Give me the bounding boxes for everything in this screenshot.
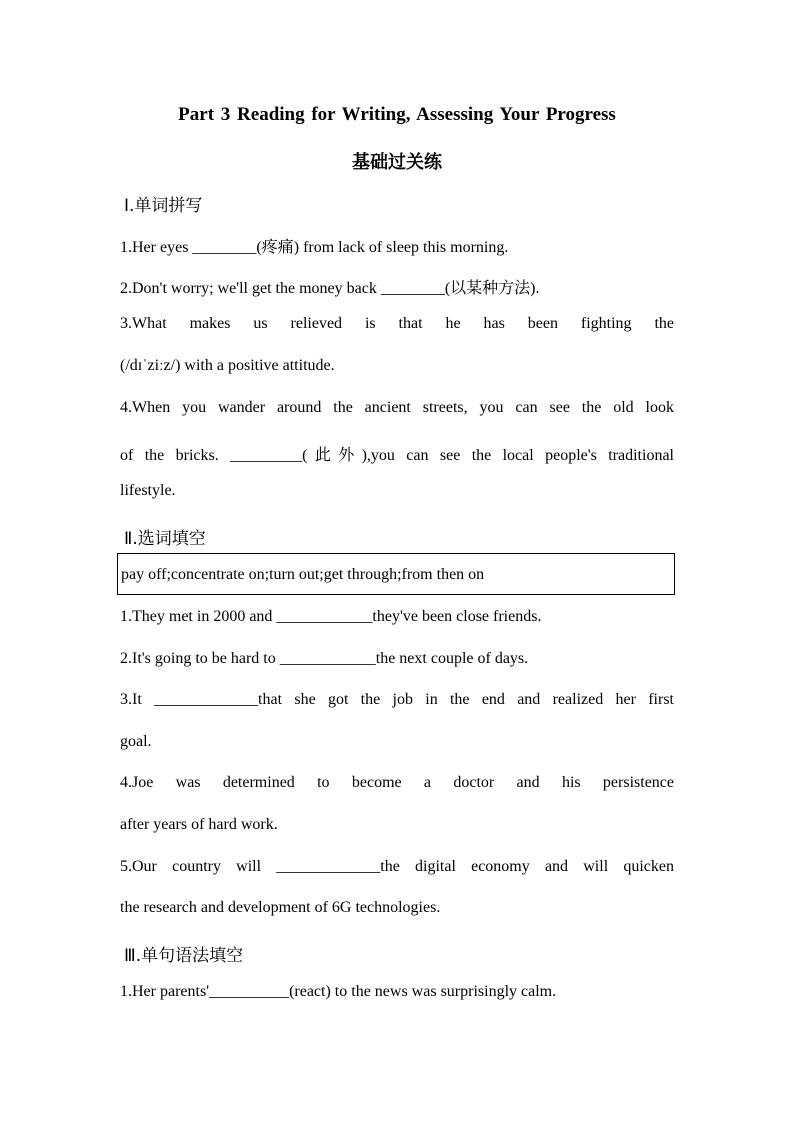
question-text: 2.Don't worry; we'll get the money back ________(以某种方法).: [120, 280, 540, 297]
question-text: 5.Our country will _____________the digital economy and will quicken: [120, 858, 674, 875]
question-text: 4.When you wander around the ancient streets, you can see the old look: [120, 399, 674, 416]
section-heading-word-choice: Ⅱ.选词填空: [124, 529, 206, 549]
question-text: goal.: [120, 733, 152, 750]
word-bank-box: [117, 553, 675, 595]
question-text: 4.Joe was determined to become a doctor and his persistence: [120, 774, 674, 791]
question-text: 1.Her parents'__________(react) to the news was surprisingly calm.: [120, 983, 557, 1000]
question-text: after years of hard work.: [120, 816, 278, 833]
question-text: 1.Her eyes ________(疼痛) from lack of sleep this morning.: [120, 239, 509, 256]
question-text: lifestyle.: [120, 482, 176, 499]
question-text: of the bricks. _________(此外),you can see the local people's traditional: [120, 447, 674, 464]
word-bank-text: pay off;concentrate on;turn out;get through;from then on: [121, 566, 485, 583]
page-subtitle: 基础过关练: [352, 152, 442, 173]
page-title: Part 3 Reading for Writing, Assessing Your Progress: [178, 104, 616, 125]
question-text: the research and development of 6G technologies.: [120, 899, 441, 916]
section-heading-grammar: Ⅲ.单句语法填空: [124, 946, 244, 966]
question-text: 1.They met in 2000 and ____________they've been close friends.: [120, 608, 542, 625]
question-text: 3.What makes us relieved is that he has been fighting the: [120, 315, 674, 332]
section-heading-spelling: Ⅰ.单词拼写: [124, 196, 203, 216]
question-text: 2.It's going to be hard to ____________the next couple of days.: [120, 650, 529, 667]
question-text: (/dɪˈziːz/) with a positive attitude.: [120, 357, 335, 374]
question-text: 3.It _____________that she got the job in the end and realized her first: [120, 691, 674, 708]
